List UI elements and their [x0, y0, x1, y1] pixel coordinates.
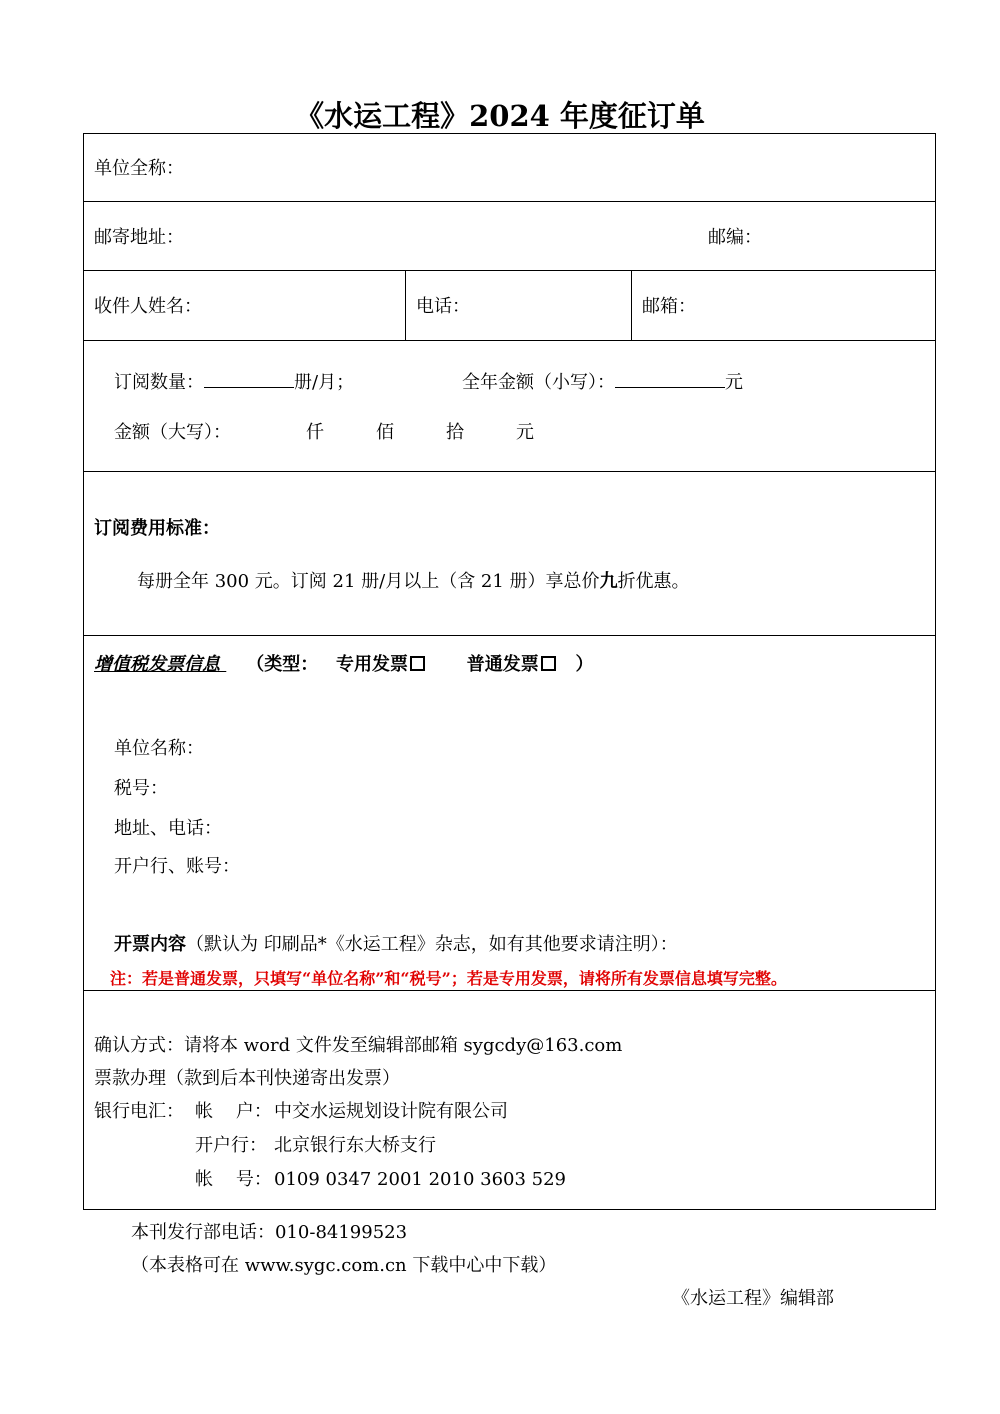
pricing-heading: 订阅费用标准：	[94, 518, 220, 539]
cell-divider	[631, 270, 632, 340]
invoice-content-label: 开票内容	[114, 934, 186, 955]
uppercase-unit-thousand: 仟	[306, 422, 324, 443]
uppercase-unit-hundred: 佰	[376, 422, 394, 443]
zip-code-field[interactable]: 邮编：	[708, 227, 762, 248]
invoice-special-checkbox[interactable]	[410, 656, 425, 671]
annual-amount-line	[462, 369, 743, 395]
editorial-signature: 《水运工程》编辑部	[672, 1288, 834, 1309]
annual-amount-input[interactable]	[615, 369, 725, 388]
invoice-unit-name-field[interactable]: 单位名称：	[114, 738, 204, 759]
account-name-value: 中交水运规划设计院有限公司	[274, 1101, 508, 1122]
order-quantity-input[interactable]	[204, 369, 294, 388]
pricing-text-before: 每册全年 300 元。订阅 21 册/月以上（含 21 册）享总价	[137, 571, 600, 592]
uppercase-unit-yuan: 元	[516, 422, 534, 443]
cell-divider	[405, 270, 406, 340]
invoice-type-open: （类型：	[246, 654, 319, 675]
pricing-text-after: 折优惠。	[617, 571, 690, 592]
account-number-label: 帐 号：	[195, 1169, 272, 1190]
invoice-content-line	[114, 933, 678, 957]
download-note: （本表格可在 www.sygc.com.cn 下载中心中下载）	[131, 1255, 557, 1276]
invoice-type-normal-label: 普通发票	[466, 654, 539, 675]
row-divider	[84, 201, 935, 202]
order-quantity-label: 订阅数量：	[114, 372, 204, 393]
page-title: 《水运工程》2024 年度征订单	[295, 99, 705, 133]
order-quantity-line	[114, 369, 354, 395]
uppercase-unit-ten: 拾	[446, 422, 464, 443]
pricing-discount: 九	[599, 571, 618, 592]
bank-name-label: 开户行：	[195, 1135, 267, 1156]
unit-full-name-field[interactable]: 单位全称：	[94, 158, 184, 179]
row-divider	[84, 471, 935, 472]
subscription-form-table	[83, 133, 936, 1210]
row-divider	[84, 270, 935, 271]
invoice-note: 注：若是普通发票，只填写“单位名称”和“税号”；若是专用发票，请将所有发票信息填写完整。	[110, 969, 787, 988]
recipient-name-field[interactable]: 收件人姓名：	[94, 296, 202, 317]
account-number-value: 0109 0347 2001 2010 3603 529	[274, 1169, 567, 1190]
annual-amount-unit: 元	[725, 372, 743, 393]
invoice-tax-number-field[interactable]: 税号：	[114, 778, 168, 799]
mailing-address-field[interactable]: 邮寄地址：	[94, 227, 184, 248]
invoice-address-phone-field[interactable]: 地址、电话：	[114, 818, 222, 839]
recipient-email-field[interactable]: 邮箱：	[642, 296, 696, 317]
row-divider	[84, 635, 935, 636]
distribution-phone: 本刊发行部电话：010-84199523	[131, 1222, 408, 1243]
order-quantity-unit: 册/月；	[294, 372, 355, 393]
amount-uppercase-label: 金额（大写）：	[114, 422, 231, 443]
invoice-bank-account-field[interactable]: 开户行、账号：	[114, 856, 240, 877]
invoice-heading-line	[94, 653, 593, 677]
pricing-text	[137, 570, 690, 594]
invoice-type-close: ）	[575, 654, 594, 675]
invoice-content-text: （默认为 印刷品*《水运工程》杂志，如有其他要求请注明）：	[186, 934, 678, 955]
account-name-label: 帐 户：	[195, 1101, 272, 1122]
payment-process: 票款办理（款到后本刊快递寄出发票）	[94, 1068, 400, 1089]
invoice-type-special-label: 专用发票	[336, 654, 409, 675]
row-divider	[84, 340, 935, 341]
recipient-phone-field[interactable]: 电话：	[416, 296, 470, 317]
confirm-method: 确认方式：请将本 word 文件发至编辑部邮箱 sygcdy@163.com	[94, 1035, 623, 1056]
annual-amount-label: 全年金额（小写）：	[462, 372, 615, 393]
bank-name-value: 北京银行东大桥支行	[274, 1135, 436, 1156]
invoice-normal-checkbox[interactable]	[541, 656, 556, 671]
bank-transfer-label: 银行电汇：	[94, 1101, 184, 1122]
invoice-heading: 增值税发票信息	[94, 654, 227, 675]
